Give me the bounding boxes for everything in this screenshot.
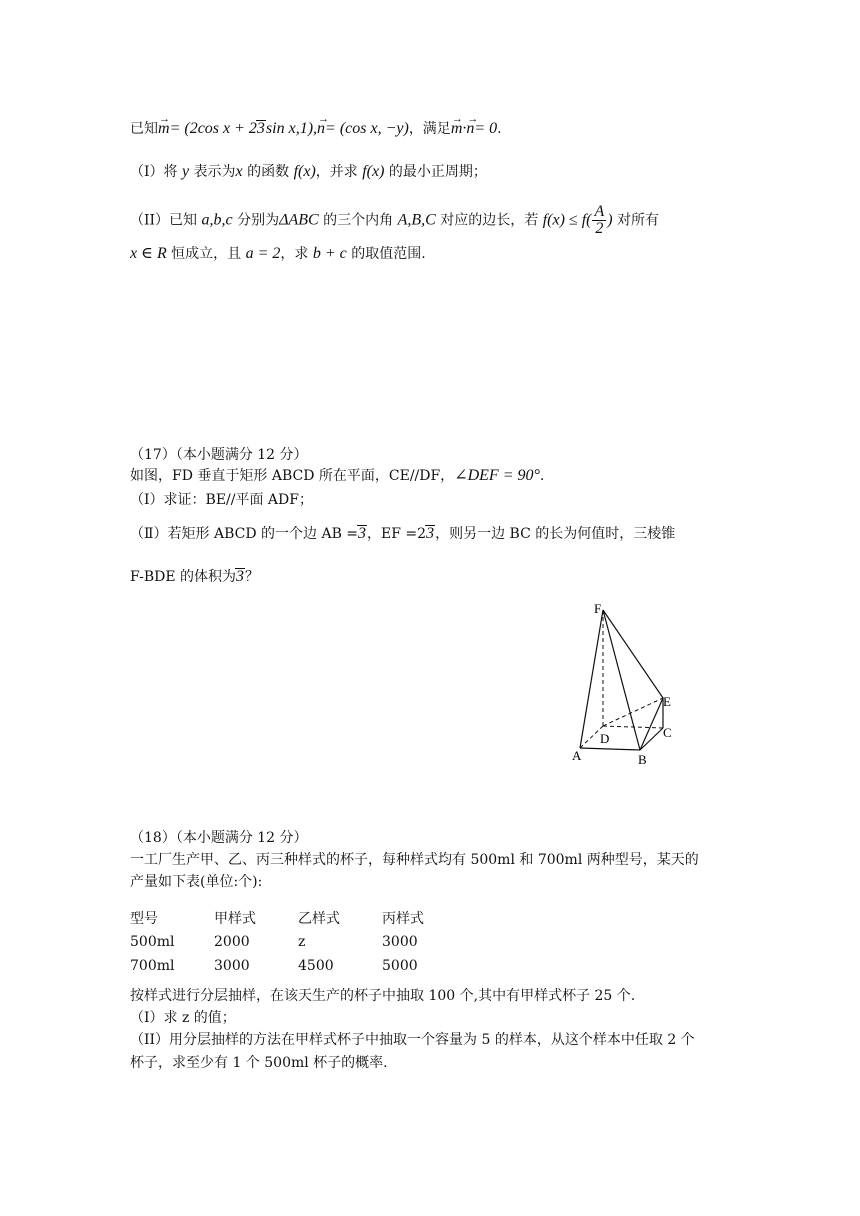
q16-part2-text-h: 的取值范围.	[346, 246, 426, 262]
q18-part2-line1: （II）用分层抽样的方法在甲样式杯子中抽取一个容量为 5 的样本，从这个样本中任取 2 个	[130, 1032, 695, 1048]
label-A: A	[572, 748, 582, 763]
q16-part2-line1	[130, 204, 659, 237]
sqrt-3-2: 3	[426, 525, 435, 542]
angle-def: ∠DEF = 90°	[454, 467, 540, 484]
period: .	[539, 468, 545, 484]
q17-heading: （17）（本小题满分 12 分）	[130, 447, 308, 463]
q17-part1: （Ⅰ）求证：BE//平面 ADF；	[130, 492, 313, 508]
triangle-abc: ΔABC	[279, 211, 319, 229]
vector-n-2: → n	[466, 119, 474, 139]
sqrt-3: 3	[358, 525, 367, 542]
vector-m-expr-b: sin x,1),	[265, 120, 318, 137]
production-table	[130, 906, 466, 978]
label-F: F	[594, 601, 602, 616]
edge-DC	[603, 726, 663, 728]
vector-n: → n	[317, 119, 325, 139]
table-cell: 500ml	[130, 934, 175, 950]
vector-n-expr: = (cos x, −y)	[325, 120, 409, 137]
table-cell: 3000	[214, 958, 250, 974]
q18-line2: 产量如下表(单位:个):	[130, 874, 263, 890]
table-cell: z	[298, 934, 306, 950]
a-equals-2: a = 2	[245, 245, 281, 262]
sides-abc: a,b,c	[201, 211, 233, 229]
var-x: x	[235, 163, 243, 180]
period: .	[497, 121, 502, 137]
fraction-denominator: 2	[595, 220, 604, 237]
q18-line3: 按样式进行分层抽样，在该天生产的杯子中抽取 100 个,其中有甲样式杯子 25 个.	[130, 988, 636, 1004]
label-D: D	[600, 731, 610, 746]
table-header-cell: 丙样式	[382, 911, 424, 927]
q16-part2-text-e: 对所有	[612, 212, 660, 229]
q18-part1: （I）求 z 的值；	[130, 1010, 236, 1026]
edge-BC	[640, 728, 663, 750]
fraction-numerator: A	[594, 203, 605, 220]
edge-FA	[580, 610, 603, 748]
label-E: E	[663, 694, 671, 709]
table-header-cell: 型号	[130, 911, 158, 927]
q18-line1: 一工厂生产甲、乙、丙三种样式的杯子，每种样式均有 500ml 和 700ml 两种型号，某天的	[130, 852, 699, 868]
edge-AB	[580, 748, 640, 750]
q17-part2-line1	[130, 524, 675, 544]
q17-part2-line2	[130, 567, 259, 587]
sqrt-3-3: 3	[236, 568, 244, 585]
q16-part1-text-c: 的函数	[242, 164, 294, 180]
label-B: B	[638, 752, 647, 767]
x-in-R: x ∈ R	[130, 245, 167, 262]
q16-part1-text-e: 的最小正周期；	[384, 164, 487, 180]
table-header-row	[130, 906, 466, 930]
vector-m-2: → m	[451, 119, 463, 139]
q16-satisfy: ，满足	[408, 121, 451, 137]
b-plus-c: b + c	[312, 245, 347, 262]
q17-given-text: 如图，FD 垂直于矩形 ABCD 所在平面，CE//DF，	[130, 468, 455, 484]
q16-part1-text-b: 表示为	[189, 164, 236, 180]
table-cell: 3000	[382, 934, 418, 950]
table-row	[130, 930, 466, 954]
func-fx-2: f(x)	[362, 163, 385, 180]
table-cell: 4500	[298, 958, 334, 974]
q17-part2-text-a: （Ⅱ）若矩形 ABCD 的一个边 AB =	[130, 526, 359, 542]
table-header-cell: 乙样式	[298, 911, 340, 927]
table-header-cell: 甲样式	[214, 911, 256, 927]
q16-part2-text-b: 分别为	[232, 212, 280, 229]
q18-part2-line2: 杯子，求至少有 1 个 500ml 杯子的概率.	[130, 1055, 388, 1071]
angles-ABC: A,B,C	[397, 211, 436, 229]
question-mark: ？	[245, 569, 259, 585]
table-cell: 2000	[214, 934, 250, 950]
func-fx: f(x)	[293, 163, 316, 180]
q16-part2-text-a: （II）已知	[130, 212, 202, 229]
q17-part2-text-c: ，则另一边 BC 的长为何值时，三棱锥	[435, 526, 676, 542]
q16-part2-text-d: 对应的边长，若	[435, 212, 543, 229]
table-cell: 5000	[382, 958, 418, 974]
var-y: y	[181, 163, 190, 180]
edge-BE	[640, 698, 663, 750]
label-C: C	[663, 725, 672, 740]
table-cell: 700ml	[130, 958, 175, 974]
q16-part1-text-d: ，并求	[315, 164, 363, 180]
vector-m-expr-a: = (2cos x + 2	[169, 120, 257, 137]
dot-product-zero: = 0	[474, 120, 498, 137]
vector-m: → m	[158, 119, 170, 139]
dot-operator: ·	[462, 120, 467, 137]
sqrt-3: 3	[256, 120, 265, 137]
edge-FE	[603, 610, 663, 698]
q16-part1-text-a: （I）将	[130, 164, 182, 180]
q17-part2-text-b: ，EF =2	[367, 526, 427, 542]
q17-given-line	[130, 466, 544, 486]
q17-part2-text-d: F-BDE 的体积为	[130, 569, 236, 585]
edge-FB	[603, 610, 640, 750]
close-paren: )	[607, 211, 613, 229]
q16-part2-text-g: ，求	[280, 246, 313, 262]
pyramid-figure	[560, 598, 700, 778]
q16-part2-text-c: 的三个内角	[318, 212, 398, 229]
q18-heading: （18）（本小题满分 12 分）	[130, 830, 308, 846]
inequality: f(x) ≤ f(	[542, 211, 592, 229]
q16-part1	[130, 162, 487, 182]
table-row	[130, 954, 466, 978]
q16-part2-text-f: 恒成立，且	[166, 246, 246, 262]
q16-given-prefix: 已知	[130, 121, 158, 137]
fraction-a-over-2	[592, 204, 606, 237]
q16-part2-line2	[130, 244, 426, 264]
q16-given-line	[130, 119, 502, 139]
